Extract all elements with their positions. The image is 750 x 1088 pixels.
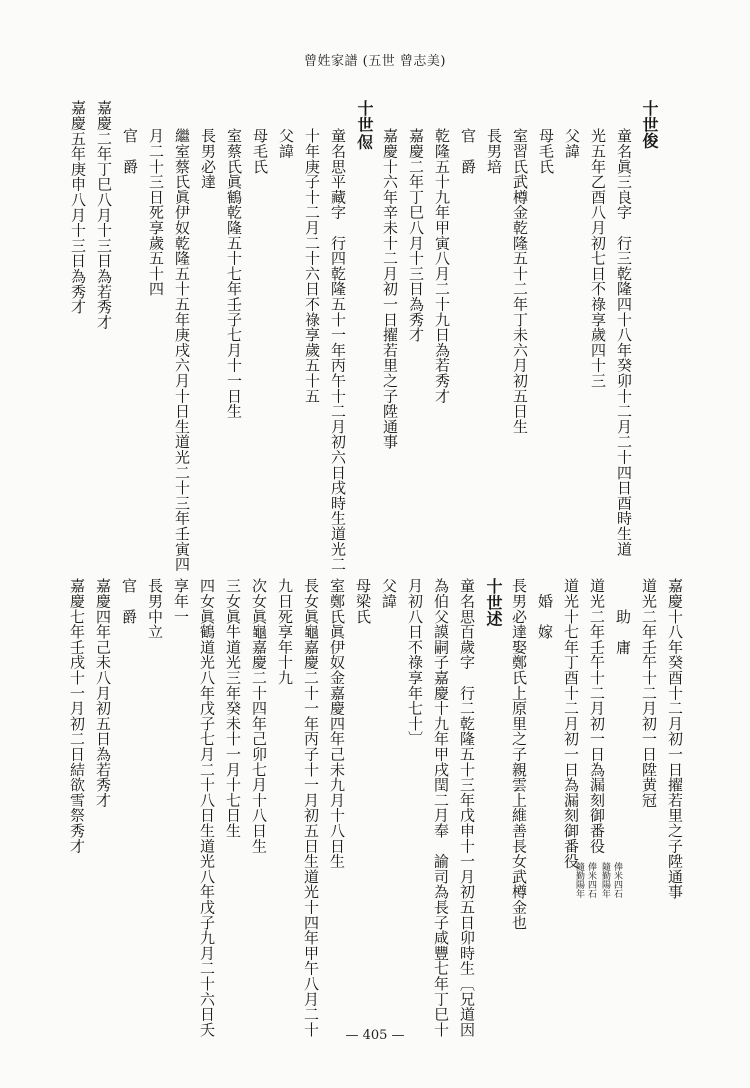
service-note: 俸米四石 — [612, 862, 622, 898]
office-line: 乾隆五十九年甲寅八月二十九日為若秀才 — [433, 128, 451, 404]
entry-line: 童名眞三良字 行三乾隆四十八年癸卯十二月二十四日酉時生道 — [615, 128, 633, 557]
marriage-heading: 婚 嫁 — [536, 578, 554, 640]
office-line: 嘉慶四年己未八月初五日為若秀才 — [94, 578, 112, 808]
son-line: 長男培 — [485, 128, 503, 174]
office-line: 嘉慶五年庚申八月十三日為秀才 — [69, 100, 87, 315]
generation-heading: 十世述 — [484, 578, 503, 627]
service-note: 隨勤陽年 — [574, 862, 584, 898]
office-heading: 官 爵 — [459, 128, 477, 174]
entry-line: 童名思平藏字 行四乾隆五十一年丙午十二月初六日戌時生道光二 — [329, 128, 347, 572]
service-note: 俸米四石 — [586, 862, 596, 898]
father-line: 父諱 — [277, 128, 295, 159]
entry-line: 九日死享年十九 — [276, 578, 294, 686]
office-line: 嘉慶十八年癸酉十二月初一日擢若里之子陞通事 — [666, 578, 684, 900]
entry-line: 為伯父謨嗣子嘉慶十九年甲戌閏二月奉 諭司為長子咸豐七年丁巳十 — [432, 578, 450, 1037]
entry-line: 十年庚子十二月二十六日不祿享歲五十五 — [303, 128, 321, 404]
entry-line: 童名思百歲字 行二乾隆五十三年戊申十一月初五日卯時生〔兄道因 — [458, 578, 476, 1037]
generation-heading: 十世俊 — [640, 100, 659, 149]
service-heading: 助 庸 — [614, 578, 632, 655]
father-line: 父諱 — [380, 578, 398, 609]
office-line: 嘉慶十六年辛未十二月初一日擢若里之子陞通事 — [381, 128, 399, 450]
son-line: 長男必達 — [199, 128, 217, 190]
daughter-line: 次女眞龜嘉慶二十四年己卯七月十八日生 — [250, 578, 268, 854]
service-note: 隨勤陽年 — [600, 862, 610, 898]
mother-line: 母毛氏 — [251, 128, 269, 174]
wife-line: 室蔡氏眞鶴乾隆五十七年壬子七月十一日生 — [225, 128, 243, 419]
wife-line: 室習氏武樽金乾隆五十二年丁未六月初五日生 — [511, 128, 529, 434]
daughter-line: 三女眞牛道光三年癸未十一月十七日生 — [224, 578, 242, 839]
daughter-line: 四女眞鶴道光八年戊子七月二十八日生道光八年戊子九月二十六日夭 — [198, 578, 216, 1037]
page-number: — 405 — — [345, 1028, 405, 1043]
office-line: 道光二年壬午十二月初一日陞黄冠 — [640, 578, 658, 808]
office-line: 嘉慶二年丁巳八月十三日為若秀才 — [95, 100, 113, 330]
office-line: 嘉慶二年丁巳八月十三日為秀才 — [407, 128, 425, 343]
office-heading: 官 爵 — [120, 578, 138, 624]
wife-line: 室鄭氏眞伊奴金嘉慶四年己未九月十八日生 — [328, 578, 346, 869]
father-line: 父諱 — [563, 128, 581, 159]
son-line: 長男中立 — [146, 578, 164, 640]
entry-line: 享年一 — [172, 578, 190, 624]
page-header: 曾姓家譜 (五世 曾志美) — [304, 54, 446, 69]
marriage-line: 長男必達娶鄭氏上原里之子親雲上維善長女武樽金也 — [510, 578, 528, 930]
second-wife-line: 繼室蔡氏眞伊奴乾隆五十五年庚戌六月十日生道光二十三年壬寅四 — [173, 128, 191, 572]
mother-line: 母梁氏 — [354, 578, 372, 624]
entry-line: 月二十三日死享歲五十四 — [147, 128, 165, 297]
office-line: 嘉慶七年壬戌十一月初二日結欲雪祭秀才 — [68, 578, 86, 854]
entry-line: 月初八日不祿享年七十〕 — [406, 578, 424, 747]
daughter-line: 長女眞龜嘉慶二十一年丙子十一月初五日生道光十四年甲午八月二十 — [302, 578, 320, 1037]
service-line: 道光十七年丁酉十二月初一日為漏刻御番役 — [562, 578, 580, 869]
mother-line: 母毛氏 — [537, 128, 555, 174]
office-heading: 官 爵 — [121, 128, 139, 174]
entry-line: 光五年乙酉八月初七日不祿享歲四十三 — [589, 128, 607, 389]
service-line: 道光二年壬午十二月初一日為漏刻御番役 — [588, 578, 606, 854]
generation-heading: 十世𠈉 — [355, 100, 374, 149]
